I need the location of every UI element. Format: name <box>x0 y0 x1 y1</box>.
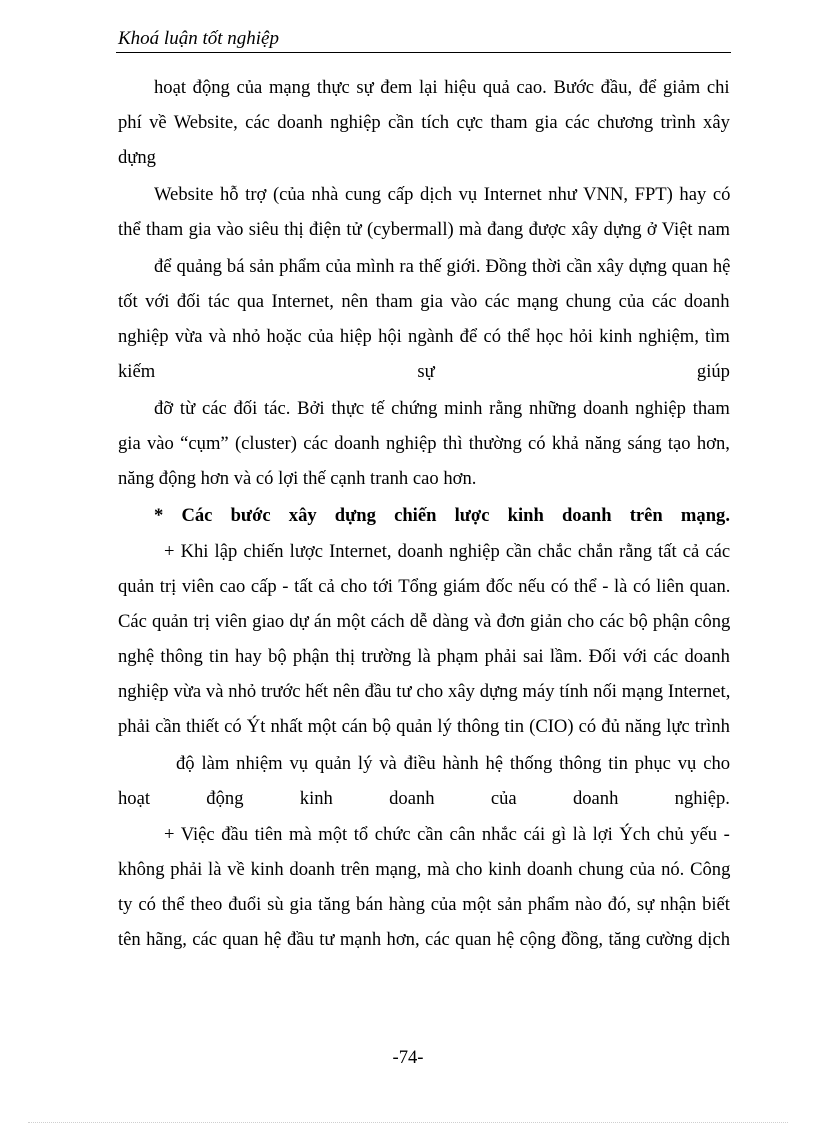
text-line: đỡ từ các đối tác. Bởi thực tế chứng minh rằng những doanh nghiệp tham <box>154 398 730 419</box>
word: sự <box>417 361 435 382</box>
text-line: tên hãng, các quan hệ đầu tư mạnh hơn, các quan hệ cộng đồng, tăng cường dịch <box>118 929 731 950</box>
word: doanh <box>389 788 435 809</box>
word: kinh <box>299 788 333 809</box>
header-rule <box>116 52 731 53</box>
section-heading: * Các bước xây dựng chiến lược kinh doanh trên mạng. <box>154 505 730 526</box>
text-line: tốt với đối tác qua Internet, nên tham gia vào các mạng chung của các doanh <box>118 291 730 312</box>
text-line: nghệ thông tin hay bộ phận thị trường là phạm phải sai lầm. Đối với các doanh <box>118 646 730 667</box>
text-line: năng động hơn và có lợi thế cạnh tranh cao hơn. <box>118 468 477 489</box>
word: nghiệp. <box>674 788 730 809</box>
text-line: Website hỗ trợ (của nhà cung cấp dịch vụ Internet như VNN, FPT) hay có <box>154 184 731 205</box>
justified-text-line <box>118 360 730 384</box>
text-line: phải cần thiết có Ýt nhất một cán bộ quản lý thông tin (CIO) có đủ năng lực trình <box>118 716 730 737</box>
text-line: + Việc đầu tiên mà một tổ chức cần cân nhắc cái gì là lợi Ých chủ yếu - <box>164 824 730 845</box>
word: hoạt <box>118 788 151 809</box>
text-line: thể tham gia vào siêu thị điện tử (cybermall) mà đang được xây dựng ở Việt nam <box>118 219 730 240</box>
running-header-title: Khoá luận tốt nghiệp <box>118 28 279 49</box>
word: kiếm <box>118 361 156 382</box>
page-number: -74- <box>392 1047 424 1068</box>
text-line: Các quản trị viên giao dự án một cách dễ dàng và đơn giản cho các bộ phận công <box>118 611 731 632</box>
text-line: nghiệp vừa và nhỏ trước hết nên đầu tư cho xây dựng máy tính nối mạng Internet, <box>118 681 731 702</box>
text-line: dựng <box>118 147 156 168</box>
word: của <box>490 788 517 809</box>
text-line: + Khi lập chiến lược Internet, doanh nghiệp cần chắc chắn rằng tất cả các <box>164 541 731 562</box>
text-line: nghiệp vừa và nhỏ hoặc của hiệp hội ngành để có thể học hỏi kinh nghiệm, tìm <box>118 326 730 347</box>
justified-text-line <box>118 787 730 811</box>
text-line: hoạt động của mạng thực sự đem lại hiệu quả cao. Bước đầu, để giảm chi <box>154 77 730 98</box>
text-line: quản trị viên cao cấp - tất cả cho tới Tổng giám đốc nếu có thể - là có liên quan. <box>118 576 731 597</box>
word: giúp <box>696 361 730 382</box>
word: động <box>206 788 244 809</box>
text-line: để quảng bá sản phẩm của mình ra thế giới. Đồng thời cần xây dựng quan hệ <box>154 256 731 277</box>
word: doanh <box>572 788 619 809</box>
text-line: không phải là về kinh doanh trên mạng, mà cho kinh doanh chung của nó. Công <box>118 859 731 880</box>
text-line: gia vào “cụm” (cluster) các doanh nghiệp thì thường có khả năng sáng tạo hơn, <box>118 433 730 454</box>
text-line: độ làm nhiệm vụ quản lý và điều hành hệ thống thông tin phục vụ cho <box>176 753 731 774</box>
text-line: phí về Website, các doanh nghiệp cần tích cực tham gia các chương trình xây <box>118 112 730 133</box>
text-line: ty có thể theo đuổi sù gia tăng bán hàng của một sản phẩm nào đó, sự nhận biết <box>118 894 730 915</box>
